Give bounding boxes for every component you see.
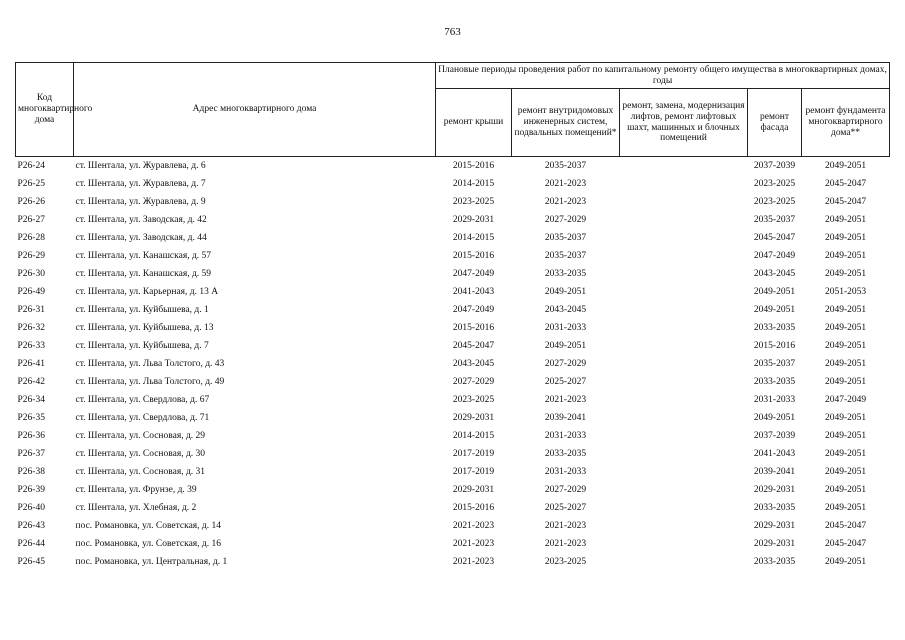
cell-systems: 2021-2023 (544, 178, 587, 189)
cell-lifts (620, 499, 748, 517)
cell-foundation: 2049-2051 (824, 340, 867, 351)
cell-roof: 2047-2049 (452, 304, 495, 315)
table-row (16, 427, 890, 445)
cell-foundation: 2045-2047 (824, 538, 867, 549)
cell-roof: 2023-2025 (452, 394, 495, 405)
table-row (16, 229, 890, 247)
cell-foundation: 2049-2051 (824, 214, 867, 225)
cell-address: ст. Шентала, ул. Куйбышева, д. 13 (75, 322, 214, 333)
cell-roof: 2021-2023 (452, 538, 495, 549)
cell-lifts (620, 157, 748, 176)
cell-foundation: 2045-2047 (824, 178, 867, 189)
cell-roof: 2021-2023 (452, 556, 495, 567)
cell-systems: 2021-2023 (544, 538, 587, 549)
cell-facade: 2049-2051 (753, 412, 796, 423)
cell-address: пос. Романовка, ул. Центральная, д. 1 (75, 556, 228, 567)
cell-foundation: 2049-2051 (824, 268, 867, 279)
cell-lifts (620, 445, 748, 463)
cell-roof: 2014-2015 (452, 178, 495, 189)
cell-facade: 2029-2031 (753, 538, 796, 549)
cell-address: ст. Шентала, ул. Сосновая, д. 31 (75, 466, 206, 477)
cell-address: ст. Шентала, ул. Сосновая, д. 30 (75, 448, 206, 459)
cell-foundation: 2049-2051 (824, 556, 867, 567)
cell-code: Р26-38 (17, 466, 45, 477)
cell-lifts (620, 247, 748, 265)
cell-foundation: 2049-2051 (824, 448, 867, 459)
cell-foundation: 2049-2051 (824, 250, 867, 261)
table-row (16, 157, 890, 176)
table-row (16, 481, 890, 499)
cell-lifts (620, 319, 748, 337)
cell-address: ст. Шентала, ул. Куйбышева, д. 1 (75, 304, 209, 315)
cell-code: Р26-42 (17, 376, 45, 387)
cell-systems: 2031-2033 (544, 322, 587, 333)
cell-lifts (620, 427, 748, 445)
cell-address: ст. Шентала, ул. Журавлева, д. 9 (75, 196, 206, 207)
cell-systems: 2031-2033 (544, 430, 587, 441)
cell-code: Р26-34 (17, 394, 45, 405)
cell-lifts (620, 283, 748, 301)
cell-foundation: 2049-2051 (824, 304, 867, 315)
cell-lifts (620, 409, 748, 427)
table-row (16, 499, 890, 517)
cell-systems: 2049-2051 (544, 286, 587, 297)
cell-foundation: 2049-2051 (824, 322, 867, 333)
cell-systems: 2039-2041 (544, 412, 587, 423)
table-row (16, 211, 890, 229)
header-code: Код многоквартирного дома (16, 63, 74, 157)
cell-facade: 2035-2037 (753, 214, 796, 225)
cell-systems: 2033-2035 (544, 268, 587, 279)
cell-lifts (620, 463, 748, 481)
cell-systems: 2023-2025 (544, 556, 587, 567)
cell-address: ст. Шентала, ул. Льва Толстого, д. 43 (75, 358, 225, 369)
cell-address: ст. Шентала, ул. Хлебная, д. 2 (75, 502, 197, 513)
header-address: Адрес многоквартирного дома (74, 63, 436, 157)
cell-roof: 2029-2031 (452, 484, 495, 495)
cell-roof: 2043-2045 (452, 358, 495, 369)
cell-systems: 2025-2027 (544, 502, 587, 513)
cell-foundation: 2049-2051 (824, 376, 867, 387)
table-row (16, 355, 890, 373)
cell-roof: 2023-2025 (452, 196, 495, 207)
cell-code: Р26-31 (17, 304, 45, 315)
cell-code: Р26-27 (17, 214, 45, 225)
cell-facade: 2049-2051 (753, 304, 796, 315)
cell-lifts (620, 337, 748, 355)
cell-code: Р26-33 (17, 340, 45, 351)
table-row (16, 391, 890, 409)
cell-roof: 2029-2031 (452, 412, 495, 423)
cell-systems: 2027-2029 (544, 214, 587, 225)
header-group: Плановые периоды проведения работ по капитальному ремонту общего имущества в многоквартирных домах, годы (436, 63, 890, 89)
table-row (16, 445, 890, 463)
cell-facade: 2039-2041 (753, 466, 796, 477)
cell-systems: 2035-2037 (544, 232, 587, 243)
cell-foundation: 2049-2051 (824, 412, 867, 423)
table-row (16, 247, 890, 265)
cell-code: Р26-36 (17, 430, 45, 441)
cell-facade: 2049-2051 (753, 286, 796, 297)
cell-roof: 2017-2019 (452, 448, 495, 459)
cell-foundation: 2047-2049 (824, 394, 867, 405)
cell-systems: 2027-2029 (544, 484, 587, 495)
cell-code: Р26-49 (17, 286, 45, 297)
cell-facade: 2031-2033 (753, 394, 796, 405)
cell-systems: 2021-2023 (544, 196, 587, 207)
cell-code: Р26-37 (17, 448, 45, 459)
cell-roof: 2015-2016 (452, 250, 495, 261)
cell-address: ст. Шентала, ул. Канашская, д. 57 (75, 250, 212, 261)
page-number: 763 (444, 26, 461, 38)
cell-foundation: 2049-2051 (824, 484, 867, 495)
cell-roof: 2015-2016 (452, 160, 495, 171)
cell-address: ст. Шентала, ул. Свердлова, д. 67 (75, 394, 210, 405)
cell-code: Р26-39 (17, 484, 45, 495)
cell-code: Р26-28 (17, 232, 45, 243)
cell-facade: 2023-2025 (753, 196, 796, 207)
cell-address: ст. Шентала, ул. Свердлова, д. 71 (75, 412, 210, 423)
header-systems: ремонт внутридомовых инженерных систем, подвальных помещений* (512, 89, 620, 157)
cell-facade: 2043-2045 (753, 268, 796, 279)
header-foundation: ремонт фундамента многоквартирного дома** (802, 89, 890, 157)
table-row (16, 517, 890, 535)
cell-systems: 2033-2035 (544, 448, 587, 459)
cell-facade: 2037-2039 (753, 430, 796, 441)
cell-roof: 2041-2043 (452, 286, 495, 297)
cell-systems: 2025-2027 (544, 376, 587, 387)
cell-systems: 2049-2051 (544, 340, 587, 351)
cell-foundation: 2051-2053 (824, 286, 867, 297)
cell-foundation: 2045-2047 (824, 520, 867, 531)
cell-foundation: 2049-2051 (824, 160, 867, 171)
cell-foundation: 2049-2051 (824, 358, 867, 369)
cell-address: ст. Шентала, ул. Журавлева, д. 6 (75, 160, 206, 171)
cell-systems: 2043-2045 (544, 304, 587, 315)
cell-roof: 2014-2015 (452, 232, 495, 243)
cell-facade: 2023-2025 (753, 178, 796, 189)
cell-foundation: 2045-2047 (824, 196, 867, 207)
cell-code: Р26-29 (17, 250, 45, 261)
cell-address: ст. Шентала, ул. Журавлева, д. 7 (75, 178, 206, 189)
cell-facade: 2033-2035 (753, 502, 796, 513)
cell-roof: 2015-2016 (452, 322, 495, 333)
cell-facade: 2041-2043 (753, 448, 796, 459)
cell-lifts (620, 193, 748, 211)
cell-code: Р26-45 (17, 556, 45, 567)
cell-code: Р26-43 (17, 520, 45, 531)
cell-address: ст. Шентала, ул. Карьерная, д. 13 А (75, 286, 219, 297)
cell-code: Р26-41 (17, 358, 45, 369)
cell-address: ст. Шентала, ул. Заводская, д. 44 (75, 232, 207, 243)
cell-systems: 2021-2023 (544, 520, 587, 531)
table-row (16, 337, 890, 355)
cell-foundation: 2049-2051 (824, 232, 867, 243)
cell-lifts (620, 229, 748, 247)
cell-foundation: 2049-2051 (824, 466, 867, 477)
cell-code: Р26-26 (17, 196, 45, 207)
table-row (16, 535, 890, 553)
table-row (16, 409, 890, 427)
cell-facade: 2029-2031 (753, 520, 796, 531)
cell-systems: 2035-2037 (544, 160, 587, 171)
cell-lifts (620, 373, 748, 391)
cell-code: Р26-35 (17, 412, 45, 423)
table-row (16, 265, 890, 283)
cell-code: Р26-24 (17, 160, 45, 171)
cell-code: Р26-25 (17, 178, 45, 189)
cell-facade: 2035-2037 (753, 358, 796, 369)
cell-systems: 2027-2029 (544, 358, 587, 369)
cell-lifts (620, 265, 748, 283)
cell-facade: 2033-2035 (753, 376, 796, 387)
cell-roof: 2021-2023 (452, 520, 495, 531)
cell-systems: 2021-2023 (544, 394, 587, 405)
cell-address: ст. Шентала, ул. Канашская, д. 59 (75, 268, 212, 279)
cell-code: Р26-44 (17, 538, 45, 549)
table-row (16, 553, 890, 571)
cell-roof: 2027-2029 (452, 376, 495, 387)
cell-foundation: 2049-2051 (824, 502, 867, 513)
header-facade: ремонт фасада (748, 89, 802, 157)
cell-lifts (620, 517, 748, 535)
cell-facade: 2037-2039 (753, 160, 796, 171)
capital-repair-table (15, 62, 890, 571)
cell-roof: 2014-2015 (452, 430, 495, 441)
header-roof: ремонт крыши (436, 89, 512, 157)
table-body (16, 157, 890, 572)
cell-lifts (620, 211, 748, 229)
cell-lifts (620, 535, 748, 553)
cell-address: ст. Шентала, ул. Льва Толстого, д. 49 (75, 376, 225, 387)
cell-roof: 2047-2049 (452, 268, 495, 279)
table-row (16, 319, 890, 337)
cell-code: Р26-30 (17, 268, 45, 279)
cell-address: ст. Шентала, ул. Куйбышева, д. 7 (75, 340, 209, 351)
cell-facade: 2029-2031 (753, 484, 796, 495)
cell-facade: 2045-2047 (753, 232, 796, 243)
cell-code: Р26-32 (17, 322, 45, 333)
cell-code: Р26-40 (17, 502, 45, 513)
table-header (16, 63, 890, 157)
cell-lifts (620, 355, 748, 373)
cell-address: ст. Шентала, ул. Заводская, д. 42 (75, 214, 207, 225)
cell-address: ст. Шентала, ул. Сосновая, д. 29 (75, 430, 206, 441)
cell-lifts (620, 391, 748, 409)
cell-systems: 2035-2037 (544, 250, 587, 261)
table-row (16, 463, 890, 481)
cell-roof: 2015-2016 (452, 502, 495, 513)
cell-systems: 2031-2033 (544, 466, 587, 477)
cell-lifts (620, 175, 748, 193)
table-row (16, 193, 890, 211)
cell-address: пос. Романовка, ул. Советская, д. 16 (75, 538, 222, 549)
cell-facade: 2015-2016 (753, 340, 796, 351)
table-row (16, 175, 890, 193)
cell-lifts (620, 553, 748, 571)
cell-facade: 2033-2035 (753, 556, 796, 567)
table-row (16, 301, 890, 319)
table-row (16, 373, 890, 391)
cell-foundation: 2049-2051 (824, 430, 867, 441)
header-lifts: ремонт, замена, модернизация лифтов, ремонт лифтовых шахт, машинных и блочных помещений (620, 89, 748, 157)
cell-lifts (620, 481, 748, 499)
cell-roof: 2017-2019 (452, 466, 495, 477)
cell-roof: 2029-2031 (452, 214, 495, 225)
cell-lifts (620, 301, 748, 319)
cell-facade: 2047-2049 (753, 250, 796, 261)
cell-address: ст. Шентала, ул. Фрунзе, д. 39 (75, 484, 197, 495)
cell-address: пос. Романовка, ул. Советская, д. 14 (75, 520, 222, 531)
cell-facade: 2033-2035 (753, 322, 796, 333)
table-row (16, 283, 890, 301)
cell-roof: 2045-2047 (452, 340, 495, 351)
